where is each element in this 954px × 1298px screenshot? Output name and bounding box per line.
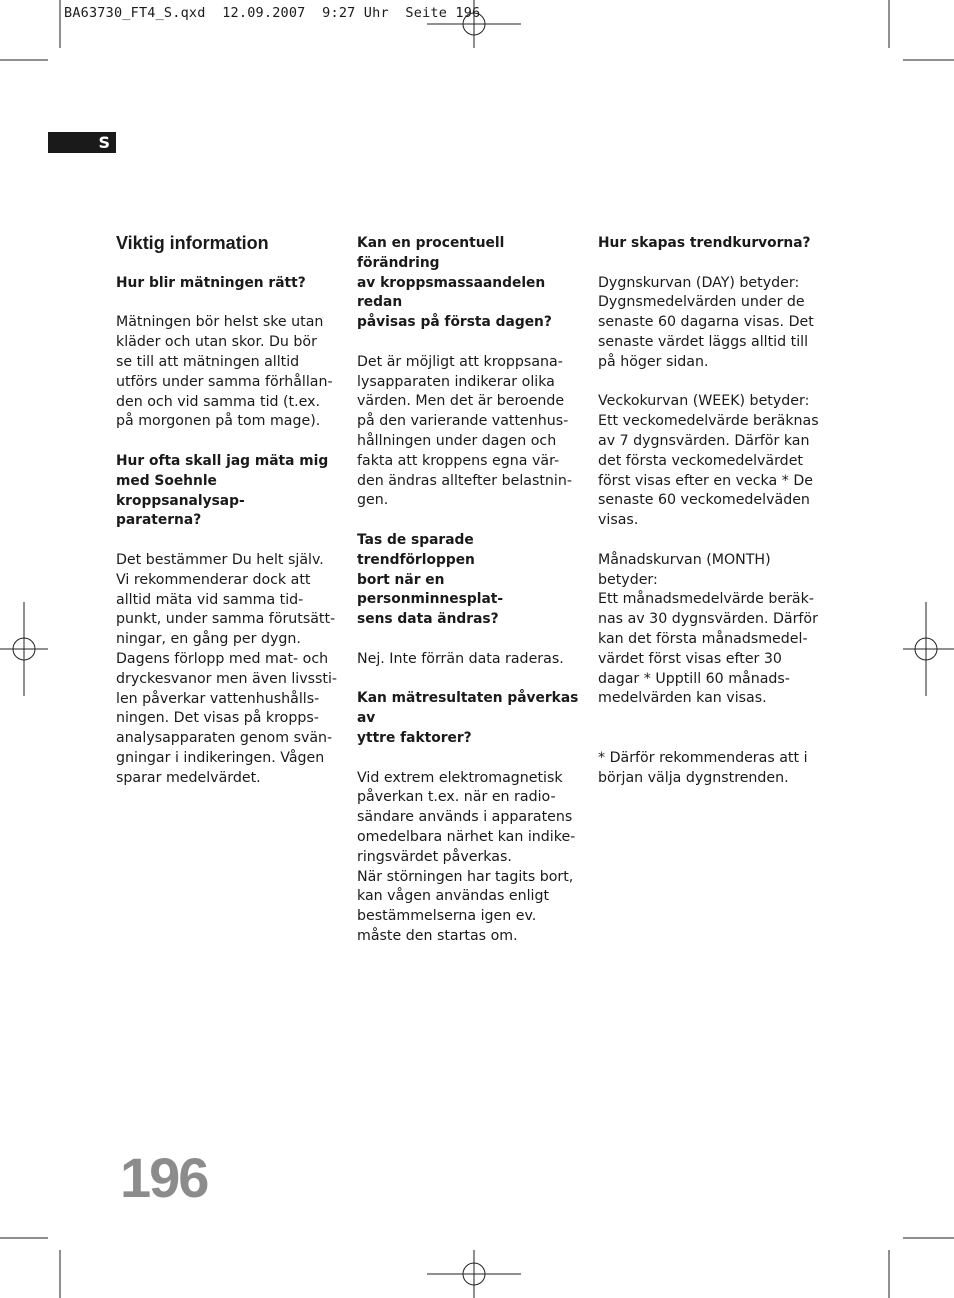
text-line: Dagens förlopp med mat- och — [116, 650, 329, 667]
section-title: Viktig information — [116, 233, 269, 253]
text-line: Dygnsmedelvärden under de — [598, 294, 805, 311]
text-line: kan det första månadsmedel- — [598, 630, 808, 647]
column-2 — [357, 234, 583, 966]
text-line: Kan mätresultaten påverkas av — [357, 690, 579, 727]
text-line: senaste värdet läggs alltid till — [598, 333, 809, 350]
print-slug: BA63730_FT4_S.qxd 12.09.2007 9:27 Uhr Seite 196 — [64, 5, 481, 21]
text-line: värden. Men det är beroende — [357, 393, 565, 410]
text-line: utförs under samma förhållan- — [116, 373, 333, 390]
answer-paragraph — [598, 551, 822, 709]
text-line: på morgonen på tom mage). — [116, 413, 321, 430]
text-line: Det bestämmer Du helt själv. — [116, 551, 324, 568]
footnote — [598, 749, 822, 789]
text-line: av 7 dygnsvärden. Därför kan — [598, 432, 810, 449]
registration-mark-left — [0, 602, 48, 696]
text-line: bestämmelserna igen ev. — [357, 908, 537, 925]
text-line: omedelbara närhet kan indike- — [357, 828, 576, 845]
text-line: Dygnskurvan (DAY) betyder: — [598, 274, 800, 291]
answer-paragraph — [598, 274, 822, 373]
answer-paragraph — [116, 313, 340, 432]
text-line: på den varierande vattenhus- — [357, 413, 569, 430]
text-line: måste den startas om. — [357, 927, 518, 944]
text-line: Månadskurvan (MONTH) — [598, 551, 771, 568]
text-line: värdet först visas efter 30 — [598, 650, 782, 667]
column-1 — [116, 232, 340, 808]
text-line: Mätningen bör helst ske utan — [116, 314, 324, 331]
registration-mark-right — [903, 602, 954, 696]
text-line: med Soehnle kroppsanalysap- — [116, 472, 245, 509]
question-heading — [598, 234, 822, 254]
text-line: visas. — [598, 512, 639, 529]
language-tab-label: S — [98, 133, 110, 152]
text-line: När störningen har tagits bort, — [357, 868, 574, 885]
text-line: den ändras alltefter belastnin- — [357, 472, 572, 489]
text-line: ningar, en gång per dygn. — [116, 631, 301, 648]
text-line: på höger sidan. — [598, 353, 709, 370]
registration-mark-bottom — [427, 1250, 521, 1298]
text-line: Det är möjligt att kroppsana- — [357, 353, 563, 370]
text-line: len påverkar vattenhushålls- — [116, 690, 320, 707]
text-line: Nej. Inte förrän data raderas. — [357, 650, 564, 667]
registration-mark-top — [427, 0, 521, 48]
text-line: medelvärden kan visas. — [598, 690, 767, 707]
answer-paragraph — [598, 392, 822, 531]
page-number: 196 — [120, 1146, 208, 1209]
column-3 — [598, 234, 822, 808]
text-line: Ett veckomedelvärde beräknas — [598, 413, 819, 430]
language-tab — [48, 132, 116, 153]
question-heading — [357, 689, 583, 748]
text-line: det första veckomedelvärdet — [598, 452, 803, 469]
text-line: sparar medelvärdet. — [116, 769, 261, 786]
text-line: Vi rekommenderar dock att — [116, 571, 311, 588]
text-line: gningar i indikeringen. Vågen — [116, 749, 325, 766]
text-line: början välja dygnstrenden. — [598, 769, 789, 786]
text-line: kan vågen användas enligt — [357, 888, 550, 905]
answer-paragraph — [116, 551, 340, 789]
text-line: först visas efter en vecka * De — [598, 472, 813, 489]
text-line: bort när en personminnesplat- — [357, 571, 504, 608]
text-line: punkt, under samma förutsätt- — [116, 611, 336, 628]
text-line: hållningen under dagen och — [357, 432, 557, 449]
text-line: Vid extrem elektromagnetisk — [357, 769, 563, 786]
text-line: betyder: — [598, 571, 658, 588]
question-heading — [357, 234, 583, 333]
text-line: fakta att kroppens egna vär- — [357, 452, 560, 469]
text-line: Veckokurvan (WEEK) betyder: — [598, 393, 810, 410]
text-line: lysapparaten indikerar olika — [357, 373, 555, 390]
text-line: den och vid samma tid (t.ex. — [116, 393, 321, 410]
text-line: paraterna? — [116, 512, 202, 529]
text-line: yttre faktorer? — [357, 729, 472, 746]
text-line: ringsvärdet påverkas. — [357, 848, 512, 865]
answer-paragraph — [357, 650, 583, 670]
text-line: senaste 60 dagarna visas. Det — [598, 314, 814, 331]
text-line: Hur skapas trendkurvorna? — [598, 235, 811, 251]
text-line: senaste 60 veckomedelväden — [598, 492, 810, 509]
text-line: se till att mätningen alltid — [116, 353, 300, 370]
text-line: Ett månadsmedelvärde beräk- — [598, 591, 814, 608]
question-heading — [357, 531, 583, 630]
text-line: Tas de sparade trendförloppen — [357, 531, 475, 568]
text-line: analysapparaten genom svän- — [116, 730, 333, 747]
text-line: Kan en procentuell förändring — [357, 235, 505, 271]
answer-paragraph — [357, 353, 583, 511]
text-line: dagar * Upptill 60 månads- — [598, 670, 790, 687]
text-line: kläder och utan skor. Du bör — [116, 334, 317, 351]
text-line: * Därför rekommenderas att i — [598, 749, 808, 766]
text-line: påvisas på första dagen? — [357, 314, 552, 331]
question-heading: Hur blir mätningen rätt? — [116, 274, 306, 291]
answer-paragraph — [357, 769, 583, 947]
text-line: ningen. Det visas på kropps- — [116, 710, 319, 727]
text-line: nas av 30 dygnsvärden. Därför — [598, 611, 818, 628]
text-line: sändare används i apparatens — [357, 809, 573, 826]
text-line: alltid mäta vid samma tid- — [116, 591, 304, 608]
text-line: av kroppsmassaandelen redan — [357, 274, 546, 311]
text-line: påverkan t.ex. när en radio- — [357, 789, 556, 806]
text-line: gen. — [357, 492, 389, 509]
question-heading — [116, 452, 340, 531]
text-line: Hur ofta skall jag mäta mig — [116, 452, 329, 469]
text-line: dryckesvanor men även livssti- — [116, 670, 338, 687]
text-line: sens data ändras? — [357, 611, 499, 628]
